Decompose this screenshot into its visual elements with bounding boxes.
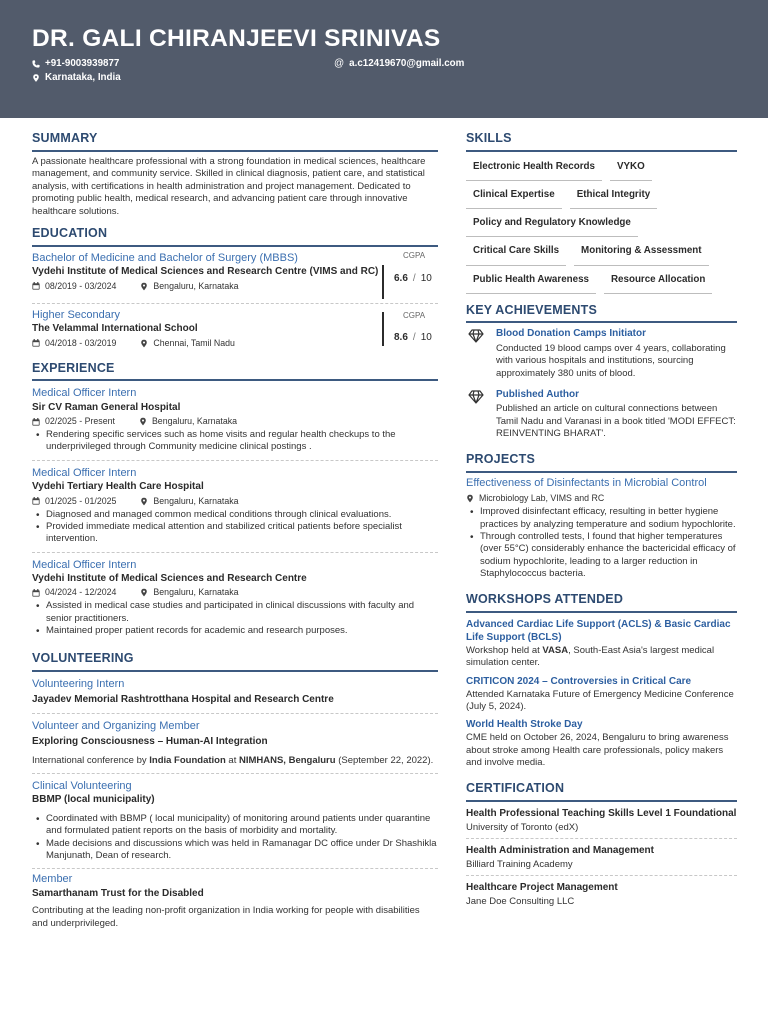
education-dates: 04/2018 - 03/2019 bbox=[45, 337, 117, 348]
achievement-item bbox=[466, 323, 737, 384]
volunteering-item bbox=[32, 774, 438, 869]
bullet-item: • Assisted in medical case studies and participated in clinical discussions with faculty and senior practitioners. bbox=[32, 600, 438, 625]
org-name: Sir CV Raman General Hospital bbox=[32, 401, 181, 413]
summary-text: A passionate healthcare professional with a strong foundation in medical sciences, healthcare management, and community service. Skilled in clinical diagnosis, patient care, and statistical analysis, with certifications in health administration and project management. Dedicated to promoting public health, medical research, and advancing patient care through innovative healthcare solutions. bbox=[32, 155, 426, 217]
volunteer-org: BBMP (local municipality) bbox=[32, 794, 155, 806]
skill-tag: Policy and Regulatory Knowledge bbox=[466, 210, 638, 237]
gpa-max: 10 bbox=[420, 331, 432, 343]
section-title-projects: PROJECTS bbox=[466, 452, 737, 473]
resume-body bbox=[0, 118, 768, 944]
experience-location: Bengaluru, Karnataka bbox=[151, 416, 238, 427]
cert-title: Health Professional Teaching Skills Level 1 Foundational bbox=[466, 808, 737, 820]
resume-header bbox=[0, 0, 768, 118]
experience-meta bbox=[32, 416, 438, 427]
skill-tag: VYKO bbox=[610, 154, 652, 181]
location-pin-icon bbox=[140, 339, 148, 348]
bullet-item: • Diagnosed and managed common medical conditions through clinical evaluations. bbox=[32, 509, 438, 521]
org-name: Vydehi Institute of Medical Sciences and Research Centre bbox=[32, 572, 307, 584]
role-title: Medical Officer Intern bbox=[32, 558, 137, 571]
bullet-item: • Rendering specific services such as home visits and regular health checkups to the underprivileged through Community medicine clinical postings . bbox=[32, 429, 438, 454]
degree-title: Higher Secondary bbox=[32, 308, 121, 321]
bullet-list bbox=[32, 813, 438, 862]
left-column bbox=[32, 131, 438, 944]
achievement-desc: Published an article on cultural connections between Tamil Nadu and Varanasi in a book titled 'MODI EFFECT: REINVENTING BHARAT'. bbox=[496, 403, 736, 440]
cert-org: Jane Doe Consulting LLC bbox=[466, 895, 575, 907]
text-span: , South-East Asia's largest medical simulation center. bbox=[466, 645, 715, 669]
calendar-icon bbox=[32, 339, 40, 347]
gpa-max: 10 bbox=[420, 272, 432, 284]
section-title-workshops: WORKSHOPS ATTENDED bbox=[466, 592, 737, 613]
calendar-icon bbox=[32, 497, 40, 505]
education-location: Bengaluru, Karnataka bbox=[153, 280, 239, 291]
experience-section bbox=[32, 361, 438, 644]
achievements-section bbox=[466, 303, 737, 445]
skills-list bbox=[466, 154, 737, 295]
volunteer-role: Member bbox=[32, 873, 73, 886]
location-pin-icon bbox=[466, 494, 474, 503]
achievement-title: Published Author bbox=[496, 388, 579, 400]
education-item bbox=[32, 304, 438, 353]
phone-icon bbox=[32, 60, 40, 68]
volunteering-section bbox=[32, 651, 438, 936]
volunteer-role: Volunteer and Organizing Member bbox=[32, 719, 200, 732]
volunteer-org: Exploring Consciousness – Human-AI Integration bbox=[32, 736, 268, 748]
gpa-separator: / bbox=[412, 272, 416, 284]
bullet-item: • Provided immediate medical attention and stabilized critical patients before specialist intervention. bbox=[32, 521, 438, 546]
gpa-label: CGPA bbox=[402, 310, 426, 320]
gpa-box bbox=[382, 312, 438, 346]
project-meta bbox=[466, 493, 737, 504]
gpa-separator: / bbox=[412, 331, 416, 343]
location-pin-icon bbox=[140, 588, 148, 597]
gpa-value bbox=[394, 332, 438, 345]
skill-tag: Ethical Integrity bbox=[570, 182, 658, 209]
bullet-item: • Through controlled tests, I found that higher temperatures (over 55°C) considerably enhance the bactericidal efficacy of sodium hypochlorite, leading to a larger reduction in Staphylococcus bacteria. bbox=[466, 531, 737, 580]
project-name: Effectiveness of Disinfectants in Microbial Control bbox=[466, 477, 707, 490]
summary-section bbox=[32, 131, 438, 218]
section-title-certification: CERTIFICATION bbox=[466, 781, 737, 802]
section-title-experience: EXPERIENCE bbox=[32, 361, 438, 382]
diamond-icon bbox=[468, 390, 484, 404]
school-name: The Velammal International School bbox=[32, 323, 198, 335]
experience-location: Bengaluru, Karnataka bbox=[153, 587, 239, 598]
skill-tag: Monitoring & Assessment bbox=[574, 238, 708, 265]
bullet-list bbox=[466, 506, 737, 580]
phone-contact bbox=[32, 57, 334, 70]
bullet-item: • Coordinated with BBMP ( local municipality) of monitoring around patients under quarantine and formulated patient reports on the basis of morbidity and mortality. bbox=[32, 813, 438, 838]
volunteer-org: Jayadev Memorial Rashtrotthana Hospital and Research Centre bbox=[32, 694, 334, 706]
email-address[interactable]: a.c12419670@gmail.com bbox=[349, 57, 465, 69]
skill-tag: Electronic Health Records bbox=[466, 154, 602, 181]
section-title-education: EDUCATION bbox=[32, 226, 438, 247]
bullet-list bbox=[32, 600, 438, 637]
workshop-desc bbox=[466, 645, 737, 670]
experience-dates: 01/2025 - 01/2025 bbox=[45, 495, 117, 506]
project-location: Microbiology Lab, VIMS and RC bbox=[479, 493, 605, 504]
email-contact bbox=[334, 57, 464, 70]
text-span: at bbox=[225, 754, 239, 766]
diamond-icon bbox=[468, 329, 484, 343]
achievement-title: Blood Donation Camps Initiator bbox=[496, 328, 646, 340]
education-section bbox=[32, 226, 438, 352]
gpa-label: CGPA bbox=[402, 250, 426, 260]
right-column bbox=[466, 131, 737, 944]
achievement-desc: Conducted 19 blood camps over 4 years, collaborating with various hospitals and institutions, sourcing approximately 380 units of blood. bbox=[496, 342, 726, 379]
bullet-item: • Improved disinfectant efficacy, resulting in better hygiene practices by analyzing temperature and sodium hypochlorite. bbox=[466, 506, 737, 531]
gpa-score: 6.6 bbox=[394, 272, 408, 284]
role-title: Medical Officer Intern bbox=[32, 387, 137, 400]
volunteer-org: Samarthanam Trust for the Disabled bbox=[32, 887, 204, 899]
experience-meta bbox=[32, 587, 438, 598]
section-title-skills: SKILLS bbox=[466, 131, 737, 152]
volunteer-description bbox=[32, 755, 438, 768]
education-item bbox=[32, 247, 438, 304]
volunteering-item bbox=[32, 672, 438, 714]
education-meta bbox=[32, 281, 382, 292]
achievement-item bbox=[466, 384, 737, 445]
skill-tag: Critical Care Skills bbox=[466, 238, 566, 265]
experience-dates: 04/2024 - 12/2024 bbox=[45, 587, 117, 598]
cert-org: University of Toronto (edX) bbox=[466, 822, 579, 834]
gpa-box bbox=[382, 250, 438, 299]
workshop-desc: Attended Karnataka Future of Emergency Medicine Conference (July 5, 2024). bbox=[466, 688, 734, 713]
bold-span: VASA bbox=[542, 645, 569, 657]
volunteering-item bbox=[32, 714, 438, 774]
education-location: Chennai, Tamil Nadu bbox=[153, 337, 235, 348]
certification-item bbox=[466, 839, 737, 876]
experience-location: Bengaluru, Karnataka bbox=[153, 495, 239, 506]
certification-item bbox=[466, 802, 737, 839]
location-contact bbox=[32, 71, 121, 84]
location-pin-icon bbox=[140, 282, 148, 291]
education-meta bbox=[32, 338, 382, 349]
role-title: Medical Officer Intern bbox=[32, 466, 137, 479]
bullet-list bbox=[32, 429, 438, 454]
calendar-icon bbox=[32, 282, 40, 290]
contact-row-1 bbox=[32, 57, 736, 70]
cert-title: Healthcare Project Management bbox=[466, 881, 618, 893]
workshops-section bbox=[466, 592, 737, 769]
candidate-name: DR. GALI CHIRANJEEVI SRINIVAS bbox=[32, 25, 441, 52]
experience-item bbox=[32, 553, 438, 644]
text-span: (September 22, 2022). bbox=[335, 754, 434, 766]
calendar-icon bbox=[32, 589, 40, 597]
experience-item bbox=[32, 461, 438, 553]
skill-tag: Clinical Expertise bbox=[466, 182, 562, 209]
certification-section bbox=[466, 781, 737, 911]
gpa-score: 8.6 bbox=[394, 331, 408, 343]
volunteer-role: Clinical Volunteering bbox=[32, 780, 132, 793]
volunteer-role: Volunteering Intern bbox=[32, 678, 125, 691]
contact-row-2 bbox=[32, 71, 736, 84]
experience-dates: 02/2025 - Present bbox=[45, 416, 115, 427]
projects-section bbox=[466, 452, 737, 580]
at-icon: @ bbox=[334, 57, 345, 69]
skill-tag: Public Health Awareness bbox=[466, 267, 596, 294]
workshop-title: Advanced Cardiac Life Support (ACLS) & Basic Cardiac Life Support (BCLS) bbox=[466, 619, 731, 644]
skill-tag: Resource Allocation bbox=[604, 267, 712, 294]
phone-number[interactable]: +91-9003939877 bbox=[45, 57, 120, 69]
bullet-item: • Made decisions and discussions which was held in Ramanagar DC office under Dr Shashikla Manjunath, Dean of research. bbox=[32, 838, 438, 863]
org-name: Vydehi Tertiary Health Care Hospital bbox=[32, 481, 204, 493]
bullet-item: • Maintained proper patient records for academic and research purposes. bbox=[32, 625, 438, 637]
calendar-icon bbox=[32, 418, 40, 426]
bold-span: NIMHANS, Bengaluru bbox=[238, 754, 336, 766]
gpa-value bbox=[394, 273, 438, 286]
volunteering-item bbox=[32, 869, 438, 936]
school-name: Vydehi Institute of Medical Sciences and Research Centre (VIMS and RC) bbox=[32, 266, 379, 278]
experience-item bbox=[32, 381, 438, 460]
experience-meta bbox=[32, 496, 438, 507]
cert-title: Health Administration and Management bbox=[466, 844, 654, 856]
skills-section bbox=[466, 131, 737, 295]
section-title-summary: SUMMARY bbox=[32, 131, 438, 152]
cert-org: Billiard Training Academy bbox=[466, 858, 573, 870]
education-dates: 08/2019 - 03/2024 bbox=[45, 280, 117, 291]
text-span: International conference by bbox=[32, 754, 150, 766]
degree-title: Bachelor of Medicine and Bachelor of Surgery (MBBS) bbox=[32, 251, 298, 264]
certification-item bbox=[466, 876, 737, 912]
text-span: Workshop held at bbox=[466, 645, 543, 657]
bullet-list bbox=[32, 509, 438, 546]
location-pin-icon bbox=[32, 74, 40, 82]
location-pin-icon bbox=[139, 417, 147, 426]
bold-span: India Foundation bbox=[149, 754, 226, 766]
location-pin-icon bbox=[140, 497, 148, 506]
section-title-achievements: KEY ACHIEVEMENTS bbox=[466, 303, 737, 324]
workshop-title: World Health Stroke Day bbox=[466, 719, 583, 731]
workshop-desc: CME held on October 26, 2024, Bengaluru to bring awareness about stroke among Health care professionals, policy makers and involve media. bbox=[466, 732, 729, 769]
volunteer-description: Contributing at the leading non-profit organization in India working for people with disabilities and underprivileged. bbox=[32, 905, 420, 929]
section-title-volunteering: VOLUNTEERING bbox=[32, 651, 438, 672]
workshop-title: CRITICON 2024 – Controversies in Critical Care bbox=[466, 675, 692, 687]
location-text: Karnataka, India bbox=[45, 71, 121, 83]
